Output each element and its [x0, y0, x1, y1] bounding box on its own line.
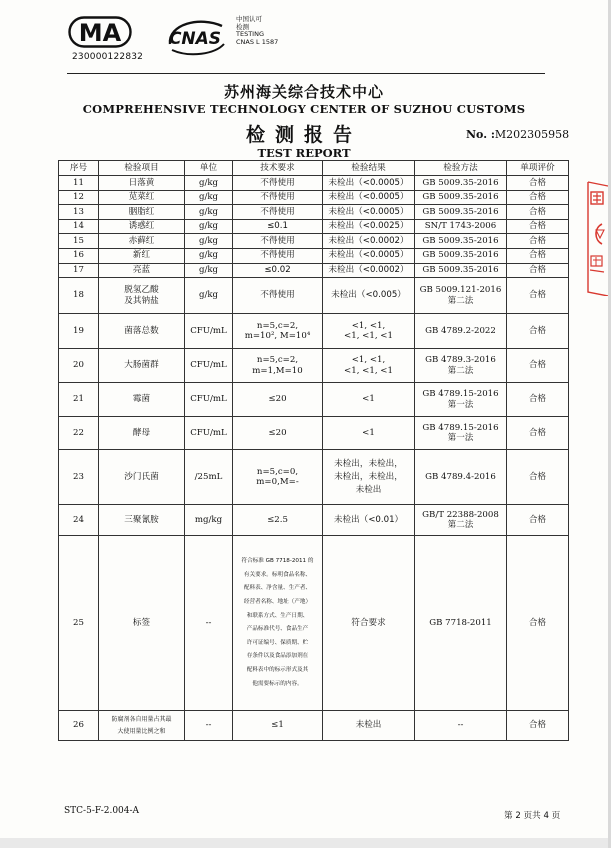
column-header: 单项评价	[507, 161, 569, 176]
cell-evaluation: 合格	[507, 176, 569, 191]
cell-line: 许可证编号、保质期、贮	[246, 639, 309, 646]
cell-result	[323, 314, 415, 349]
table-row	[59, 450, 569, 505]
cell-line: GB 5009.121-2016	[419, 285, 502, 296]
cell-item	[99, 278, 185, 314]
cell-unit: --	[185, 536, 233, 711]
cell-method: GB 5009.35-2016	[415, 263, 507, 278]
cell-line: n=5,c=2,	[256, 320, 299, 331]
report-title: 检测报告	[245, 124, 362, 146]
cell-result: 未检出（<0.01）	[323, 505, 415, 536]
cell-unit: g/kg	[185, 248, 233, 263]
cell-no: 24	[59, 505, 99, 536]
cell-line: <1, <1,	[351, 320, 386, 331]
table-row	[59, 205, 569, 220]
cell-line: <1, <1, <1	[344, 331, 393, 342]
cell-method: --	[415, 711, 507, 741]
cell-line: 和联系方式、生产日期、	[246, 612, 309, 619]
cell-result: <1	[323, 383, 415, 417]
cell-no: 12	[59, 190, 99, 205]
column-header: 序号	[59, 161, 99, 176]
cell-requirement: ≤0.1	[233, 219, 323, 234]
cell-item: 亮蓝	[99, 263, 185, 278]
cell-no: 14	[59, 219, 99, 234]
cell-evaluation: 合格	[507, 263, 569, 278]
form-code: STC-5-F-2.004-A	[64, 806, 140, 816]
cell-unit: g/kg	[185, 278, 233, 314]
cell-line: 第一法	[447, 399, 474, 410]
table-row	[59, 248, 569, 263]
cell-no: 19	[59, 314, 99, 349]
cell-evaluation: 合格	[507, 234, 569, 249]
cell-method: GB 5009.35-2016	[415, 205, 507, 220]
red-seal-stamp	[584, 178, 608, 296]
cnas-accreditation-text	[236, 16, 278, 46]
cell-result: 未检出（<0.0005）	[323, 205, 415, 220]
cell-requirement	[233, 349, 323, 383]
cell-no: 11	[59, 176, 99, 191]
cell-evaluation: 合格	[507, 417, 569, 450]
cell-evaluation: 合格	[507, 450, 569, 505]
cell-evaluation: 合格	[507, 190, 569, 205]
cell-line: 未检出	[355, 484, 382, 495]
cnas-line: 中国认可	[236, 15, 262, 23]
cell-no: 26	[59, 711, 99, 741]
cell-requirement: 不得使用	[233, 234, 323, 249]
cell-result: 未检出（<0.0005）	[323, 176, 415, 191]
cell-evaluation: 合格	[507, 349, 569, 383]
cell-requirement: ≤20	[233, 417, 323, 450]
cell-no: 18	[59, 278, 99, 314]
cell-evaluation: 合格	[507, 383, 569, 417]
header-divider	[67, 73, 545, 74]
cell-method: GB 5009.35-2016	[415, 190, 507, 205]
report-title-en: TEST REPORT	[257, 146, 351, 160]
cell-item: 诱惑红	[99, 219, 185, 234]
organization-name-cn: 苏州海关综合技术中心	[223, 83, 384, 101]
cell-method: GB 4789.4-2016	[415, 450, 507, 505]
cell-requirement	[233, 450, 323, 505]
cell-line: 第二法	[447, 520, 474, 531]
cell-evaluation: 合格	[507, 314, 569, 349]
cnas-line: CNAS L 1587	[236, 37, 279, 46]
cell-result: <1	[323, 417, 415, 450]
cell-no: 16	[59, 248, 99, 263]
column-header: 技术要求	[233, 161, 323, 176]
cell-result: 未检出（<0.0005）	[323, 248, 415, 263]
cell-requirement: 不得使用	[233, 190, 323, 205]
cell-item: 胭脂红	[99, 205, 185, 220]
cell-method: GB 4789.2-2022	[415, 314, 507, 349]
cell-line: GB 4789.3-2016	[425, 355, 496, 366]
cell-evaluation: 合格	[507, 219, 569, 234]
cell-line: 他需要标示的内容。	[252, 680, 303, 687]
cell-method	[415, 349, 507, 383]
svg-text:CNAS: CNAS	[168, 29, 222, 49]
report-number-label: No. :	[466, 128, 495, 141]
cell-requirement	[233, 536, 323, 711]
cnas-line: TESTING	[236, 30, 264, 39]
cell-result: 未检出	[323, 711, 415, 741]
cell-line: 脱氢乙酸	[124, 285, 159, 296]
cell-no: 21	[59, 383, 99, 417]
cell-result: 未检出（<0.0002）	[323, 234, 415, 249]
cnas-line: 检测	[236, 22, 249, 31]
page-number: 第 2 页共 4 页	[504, 811, 561, 821]
table-row	[59, 417, 569, 450]
cell-line: 有关要求。标明食品名称、	[243, 571, 312, 578]
cell-evaluation: 合格	[507, 248, 569, 263]
cell-requirement: 不得使用	[233, 278, 323, 314]
cell-unit: --	[185, 711, 233, 741]
cell-item: 大肠菌群	[99, 349, 185, 383]
cell-unit: g/kg	[185, 234, 233, 249]
cell-item: 赤藓红	[99, 234, 185, 249]
cell-method: GB 5009.35-2016	[415, 234, 507, 249]
cell-item: 菌落总数	[99, 314, 185, 349]
cell-no: 15	[59, 234, 99, 249]
cell-method	[415, 505, 507, 536]
svg-text:MA: MA	[78, 19, 122, 47]
cell-item: 标签	[99, 536, 185, 711]
column-header: 检验结果	[323, 161, 415, 176]
cell-unit: g/kg	[185, 176, 233, 191]
cell-no: 25	[59, 536, 99, 711]
cell-unit: g/kg	[185, 263, 233, 278]
cell-line: 未检出，未检出，	[334, 458, 403, 469]
cell-line: m=1,M=10	[252, 365, 303, 376]
cell-result: 未检出（<0.0005）	[323, 190, 415, 205]
cell-evaluation: 合格	[507, 505, 569, 536]
cell-item: 新红	[99, 248, 185, 263]
table-row	[59, 219, 569, 234]
report-number	[466, 128, 569, 141]
cell-line: 未检出，未检出，	[334, 471, 403, 482]
cell-method	[415, 383, 507, 417]
cell-no: 20	[59, 349, 99, 383]
cell-method: GB 5009.35-2016	[415, 176, 507, 191]
cell-line: n=5,c=2,	[256, 355, 299, 366]
cell-line: GB 4789.15-2016	[422, 389, 499, 400]
table-row	[59, 383, 569, 417]
cell-unit: CFU/mL	[185, 417, 233, 450]
cell-unit: mg/kg	[185, 505, 233, 536]
table-row	[59, 190, 569, 205]
cell-no: 17	[59, 263, 99, 278]
cell-line: n=5,c=0,	[256, 466, 299, 477]
cell-line: <1, <1, <1	[344, 365, 393, 376]
table-row	[59, 505, 569, 536]
table-row	[59, 278, 569, 314]
cell-unit: CFU/mL	[185, 314, 233, 349]
cell-requirement: ≤20	[233, 383, 323, 417]
cell-requirement: 不得使用	[233, 176, 323, 191]
cell-result: 未检出（<0.005）	[323, 278, 415, 314]
table-row	[59, 263, 569, 278]
cell-result: 符合要求	[323, 536, 415, 711]
table-row	[59, 349, 569, 383]
cell-requirement: ≤1	[233, 711, 323, 741]
cell-evaluation: 合格	[507, 205, 569, 220]
cell-unit: CFU/mL	[185, 383, 233, 417]
cell-unit: g/kg	[185, 190, 233, 205]
cell-method: SN/T 1743-2006	[415, 219, 507, 234]
cell-item: 三聚氰胺	[99, 505, 185, 536]
cell-line: 配料表中的标示形式及其	[246, 666, 309, 673]
cell-line: m=10², M=10⁴	[244, 331, 311, 342]
cell-requirement: 不得使用	[233, 248, 323, 263]
cell-evaluation: 合格	[507, 278, 569, 314]
cell-method: GB 5009.35-2016	[415, 248, 507, 263]
results-table	[58, 160, 569, 741]
cnas-logo	[160, 14, 230, 60]
cell-unit: /25mL	[185, 450, 233, 505]
cell-result: 未检出（<0.0002）	[323, 263, 415, 278]
cell-line: 大使用量比例之和	[117, 727, 166, 735]
report-number-value: M202305958	[494, 128, 570, 141]
cell-line: <1, <1,	[351, 355, 386, 366]
cell-item	[99, 711, 185, 741]
cell-line: 经营者名称、地址（产地）	[243, 598, 312, 605]
cell-method	[415, 278, 507, 314]
cell-line: 防腐剂各自用量占其最	[111, 715, 172, 723]
cell-evaluation: 合格	[507, 711, 569, 741]
cell-no: 22	[59, 417, 99, 450]
table-row	[59, 711, 569, 741]
cell-item: 沙门氏菌	[99, 450, 185, 505]
cell-result	[323, 450, 415, 505]
cell-no: 13	[59, 205, 99, 220]
ma-number: 230000122832	[72, 52, 144, 62]
cell-line: m=0,M=-	[256, 477, 299, 488]
cell-unit: g/kg	[185, 219, 233, 234]
cell-item: 霉菌	[99, 383, 185, 417]
cell-line: GB 4789.15-2016	[422, 422, 499, 433]
cell-line: 存条件以及食品添加剂在	[246, 653, 309, 660]
cell-line: 第二法	[447, 365, 474, 376]
cell-result	[323, 349, 415, 383]
cell-line: 第一法	[447, 433, 474, 444]
organization-name-en: COMPREHENSIVE TECHNOLOGY CENTER OF SUZHOU CUSTOMS	[82, 102, 526, 116]
ma-certification-logo	[68, 16, 132, 48]
cell-result: 未检出（<0.0025）	[323, 219, 415, 234]
cell-line: 配料表、净含量、生产者、	[243, 585, 312, 592]
cell-item: 日落黄	[99, 176, 185, 191]
column-header: 检验方法	[415, 161, 507, 176]
cell-item: 酵母	[99, 417, 185, 450]
cell-evaluation: 合格	[507, 536, 569, 711]
cell-unit: g/kg	[185, 205, 233, 220]
cell-no: 23	[59, 450, 99, 505]
cell-requirement: ≤0.02	[233, 263, 323, 278]
cell-item: 苋菜红	[99, 190, 185, 205]
table-row	[59, 536, 569, 711]
column-header: 检验项目	[99, 161, 185, 176]
cell-line: 符合标准 GB 7718-2011 的	[241, 558, 314, 565]
cell-line: GB/T 22388-2008	[422, 509, 499, 520]
cell-requirement	[233, 314, 323, 349]
table-row	[59, 234, 569, 249]
cell-line: 及其钠盐	[124, 295, 159, 306]
table-row	[59, 176, 569, 191]
cell-line: 产品标准代号、食品生产	[246, 626, 309, 633]
cell-line: 第二法	[447, 295, 474, 306]
cell-requirement: ≤2.5	[233, 505, 323, 536]
table-row	[59, 314, 569, 349]
column-header: 单位	[185, 161, 233, 176]
cell-unit: CFU/mL	[185, 349, 233, 383]
cell-requirement: 不得使用	[233, 205, 323, 220]
cell-method: GB 7718-2011	[415, 536, 507, 711]
cell-method	[415, 417, 507, 450]
table-header-row	[59, 161, 569, 176]
